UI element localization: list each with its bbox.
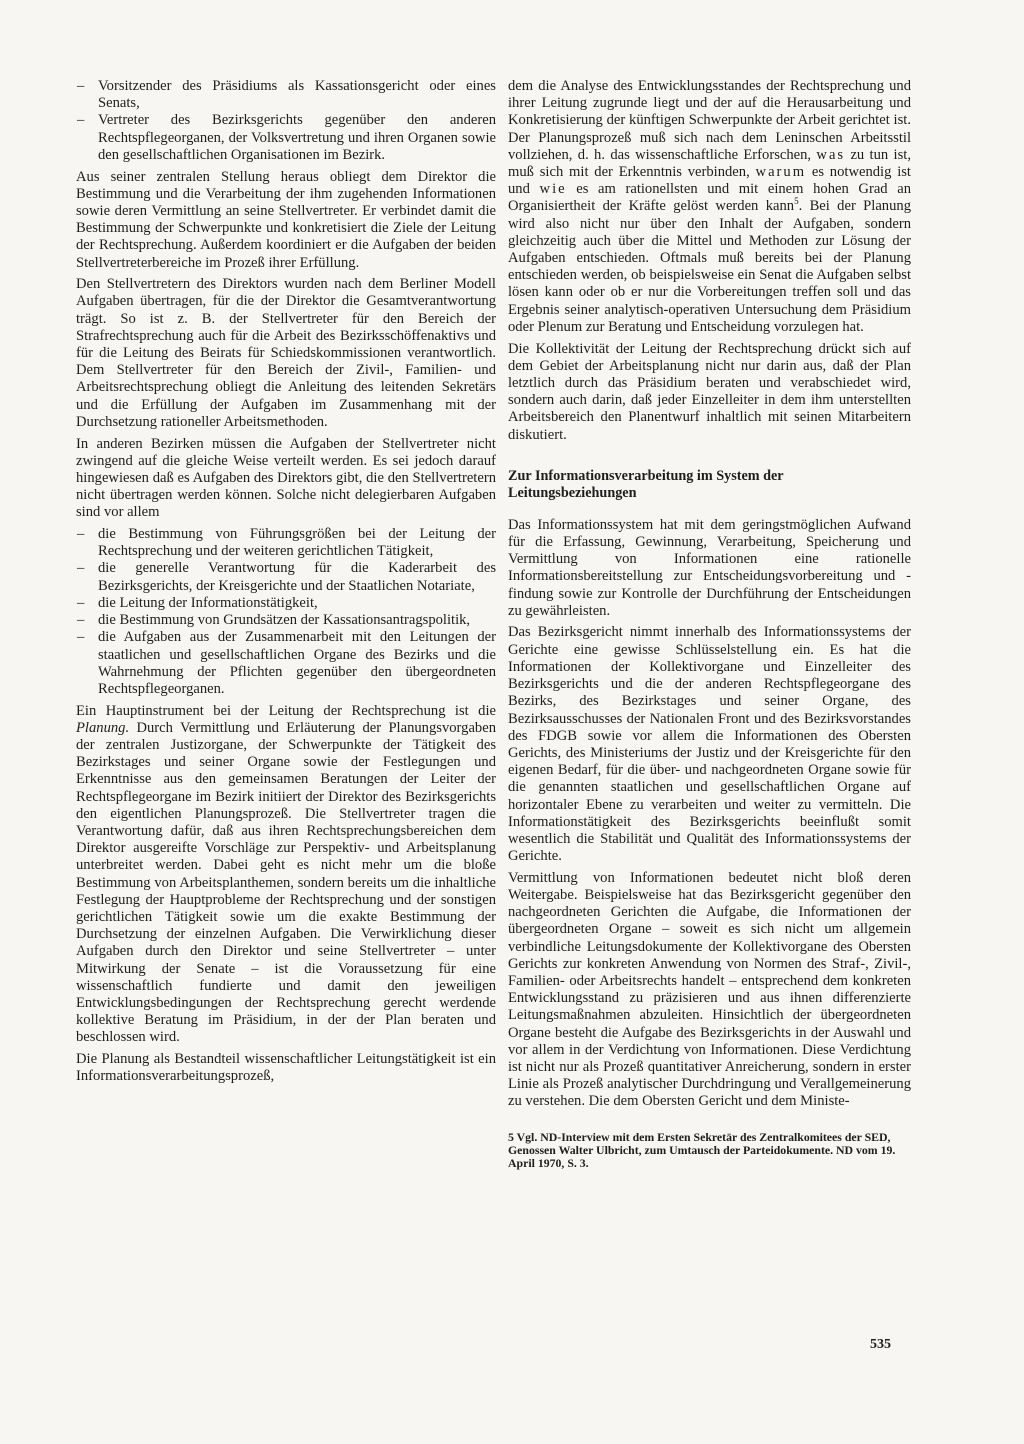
list-item: – die Aufgaben aus der Zusammenarbeit mit den Leitungen der staatlichen und gesellschaftlichen Organe des Bezirks und die Wahrnehmung der Pflichten gegenüber den übergeordneten Rechtspflegeorganen. bbox=[76, 629, 496, 698]
list-item: – Vertreter des Bezirksgerichts gegenüber den anderen Rechtspflegeorganen, der Volksvertretung und ihren Organen sowie den gesellschaftlichen Organisationen im Bezirk. bbox=[76, 112, 496, 164]
spaced-word: was bbox=[816, 146, 846, 163]
text-run: es notwendig ist und bbox=[508, 164, 911, 198]
paragraph: Die Kollektivität der Leitung der Rechtsprechung drückt sich auf dem Gebiet der Arbeitsplanung nicht nur darin aus, daß der Plan letztlich durch das Präsidium beraten und verabschiedet wird, sondern auch darin, daß jeder Einzelleiter in dem ihm unterstellten Arbeitsbereich den Planentwurf inhaltlich mit seinen Mitarbeitern diskutiert. bbox=[508, 340, 911, 443]
spaced-word: warum bbox=[755, 164, 807, 181]
paragraph: Das Informationssystem hat mit dem geringstmöglichen Aufwand für die Erfassung, Gewinnung, Verarbeitung, Speicherung und Vermittlung von Informationen eine rationelle Informationsbereitstellung zur Entscheidungsvorbereitung und -findung sowie zur Kontrolle der Durchführung der Entscheidungen zu gewährleisten. bbox=[508, 516, 911, 619]
paragraph-continued bbox=[508, 78, 911, 336]
paragraph: Aus seiner zentralen Stellung heraus obliegt dem Direktor die Bestimmung und die Verarbeitung der ihm zugehenden Informationen sowie deren Vermittlung an seine Stellvertreter. Er verbindet damit die Bestimmung der Schwerpunkte und konkretisiert die Ziele der Leitung der Rechtsprechung. Außerdem koordiniert er die Aufgaben der beiden Stellvertreterbereiche im Prozeß ihrer Erfüllung. bbox=[76, 168, 496, 271]
non-delegable-tasks-list bbox=[76, 526, 496, 698]
section-heading: Zur Informationsverarbeitung im System der Leitungsbeziehungen bbox=[508, 467, 784, 502]
text-run: . Bei der Planung wird also nicht nur über den Inhalt der Aufgaben, sondern gleichzeitig auch über die Mittel und Methoden zur Lösung der Aufgaben entschieden. Oftmals muß bereits bei der Planung entschieden werden, ob beispielsweise ein Senat die Aufgaben selbst lösen kann oder ob er nur die Vorbereitungen treffen soll und das Ergebnis seiner analytisch-operativen Untersuchung dem Präsidium oder Plenum zur Beratung und Entscheidung vorzulegen hat. bbox=[508, 198, 911, 335]
paragraph: Vermittlung von Informationen bedeutet nicht bloß deren Weitergabe. Beispielsweise hat das Bezirksgericht gegenüber den nachgeordneten Gerichten die Aufgabe, die Informationen der übergeordneten Organe – soweit es sich nicht um allgemein verbindliche Leitungsdokumente der Kollektivorgane des Obersten Gerichts zur konkreten Anwendung von Normen des Straf-, Zivil-, Familien- oder Arbeitsrechts handelt – entsprechend dem konkreten Entwicklungsstand zu präzisieren und aus ihnen differenzierte Leitungsmaßnahmen abzuleiten. Hinsichtlich der übergeordneten Organe besteht die Aufgabe des Bezirksgerichts in der Auswahl und vor allem in der Verdichtung von Informationen. Diese Verdichtung ist nicht nur als Prozeß quantitativer Anreicherung, sondern in erster Linie als Prozeß analytischer Durchdringung und Verallgemeinerung zu verstehen. Die dem Obersten Gericht und dem Ministe- bbox=[508, 869, 911, 1110]
list-item: – die Leitung der Informationstätigkeit, bbox=[76, 595, 496, 612]
list-item: – Vorsitzender des Präsidiums als Kassationsgericht oder eines Senats, bbox=[76, 78, 496, 112]
list-item: – die generelle Verantwortung für die Kaderarbeit des Bezirksgerichts, der Kreisgerichte und der Staatlichen Notariate, bbox=[76, 560, 496, 594]
footnote-marker: 5 bbox=[794, 196, 799, 207]
paragraph: In anderen Bezirken müssen die Aufgaben der Stellvertreter nicht zwingend auf die gleiche Weise verteilt werden. Es sei jedoch darauf hingewiesen daß es Aufgaben des Direktors gibt, die den Stellvertretern nicht übertragen werden können. Solche nicht delegierbaren Aufgaben sind vor allem bbox=[76, 435, 496, 521]
text-run: zu tun ist, muß sich mit der Erkenntnis verbinden, bbox=[508, 146, 911, 181]
text-run: es am rationellsten und mit einem hohen Grad an Organisiertheit der Kräfte gelöst werden kann bbox=[508, 181, 912, 215]
emphasis-planung: Planung. bbox=[76, 719, 130, 736]
text-run: Durch Vermittlung und Erläuterung der Planungsvorgaben der zentralen Justizorgane, der Schwerpunkte der Tätigkeit des Bezirkstages und seiner Organe sowie der Festlegungen und Erkenntnisse aus den gemeinsamen Beratungen der Leiter der Rechtspflegeorgane im Bezirk initiiert der Direktor des Bezirksgerichts den eigentlichen Planungsprozeß. Die Stellvertreter tragen die Verantwortung dafür, daß aus ihren Rechtsprechungsbereichen dem Direktor ausgereifte Vorschläge zur Perspektiv- und Arbeitsplanung unterbreitet werden. Dabei geht es nicht mehr um die bloße Bestimmung von Arbeitsplanthemen, sondern bereits um die inhaltliche Festlegung der Hauptprobleme der Rechtsprechung und der sonstigen gerichtlichen Tätigkeit sowie um die exakte Bestimmung der Durchsetzung der einzelnen Aufgaben. Die Verwirklichung dieser Aufgaben durch den Direktor und seine Stellvertreter – unter Mitwirkung der Senate – ist die Voraussetzung für eine wissenschaftlich fundierte und damit den jeweiligen Entwicklungsbedingungen der Rechtsprechung gerecht werdende kollektive Beratung im Präsidium, in der der Plan beraten und beschlossen wird. bbox=[76, 719, 496, 1046]
list-item: – die Bestimmung von Führungsgrößen bei der Leitung der Rechtsprechung und der weiteren gerichtlichen Tätigkeit, bbox=[76, 526, 496, 560]
paragraph: Den Stellvertretern des Direktors wurden nach dem Berliner Modell Aufgaben übertragen, für die der Direktor die Gesamtverantwortung trägt. So ist z. B. der Stellvertreter für den Bereich der Strafrechtsprechung auch für die Arbeit des Bezirksschöffenaktivs und für die Leitung des Beirats für Schiedskommissionen verantwortlich. Dem Stellvertreter für den Bereich der Zivil-, Familien- und Arbeitsrechtsprechung obliegt die Anleitung des leitenden Sekretärs und die Erfüllung der Aufgaben im Zusammenhang mit der Durchsetzung rationeller Arbeitsmethoden. bbox=[76, 276, 496, 430]
duties-list bbox=[76, 78, 496, 164]
right-column bbox=[508, 78, 911, 1170]
footnote: 5 Vgl. ND-Interview mit dem Ersten Sekretär des Zentralkomitees der SED, Genossen Walter Ulbricht, zum Umtausch der Parteidokumente. ND vom 19. April 1970, S. 3. bbox=[508, 1129, 896, 1170]
paragraph: Das Bezirksgericht nimmt innerhalb des Informationssystems der Gerichte eine gewisse Schlüsselstellung ein. Es hat die Informationen der Kollektivorgane und Einzelleiter des Bezirksgerichts und die der anderen Rechtspflegeorgane des Bezirks, des Bezirkstages und seiner Organe, des Bezirksausschusses der Nationalen Front und des Bezirksvorstandes des FDGB sowie vor allem die Informationen des Obersten Gerichts, des Ministeriums der Justiz und der Kreisgerichte für den eigenen Bedarf, für die über- und nachgeordneten Organe sowie für die genannten staatlichen und gesellschaftlichen Organe auf horizontaler Ebene zu verarbeiten und weiter zu vermitteln. Die Informationstätigkeit des Bezirksgerichts beeinflußt somit wesentlich die Stabilität und Qualität des Informationssystems der Gerichte. bbox=[508, 624, 911, 865]
list-item: – die Bestimmung von Grundsätzen der Kassationsantragspolitik, bbox=[76, 612, 496, 629]
text-run: dem die Analyse des Entwicklungsstandes der Rechtsprechung und ihrer Leitung zugrunde liegt und der auf die Herausarbeitung und Konkretisierung der künftigen Schwerpunkte der Arbeit gerichtet ist. Der Planungsprozeß muß sich nach dem Leninschen Arbeitsstil vollziehen, d. h. das wissenschaftliche Erforschen, bbox=[508, 78, 911, 163]
text-run: Ein Hauptinstrument bei der Leitung der Rechtsprechung ist die bbox=[76, 702, 496, 719]
spaced-word: wie bbox=[539, 181, 567, 198]
paragraph-planning bbox=[76, 703, 496, 1047]
left-column bbox=[76, 78, 496, 1090]
paragraph: Die Planung als Bestandteil wissenschaftlicher Leitungstätigkeit ist ein Informationsverarbeitungsprozeß, bbox=[76, 1051, 496, 1085]
page-number: 535 bbox=[870, 1337, 891, 1352]
